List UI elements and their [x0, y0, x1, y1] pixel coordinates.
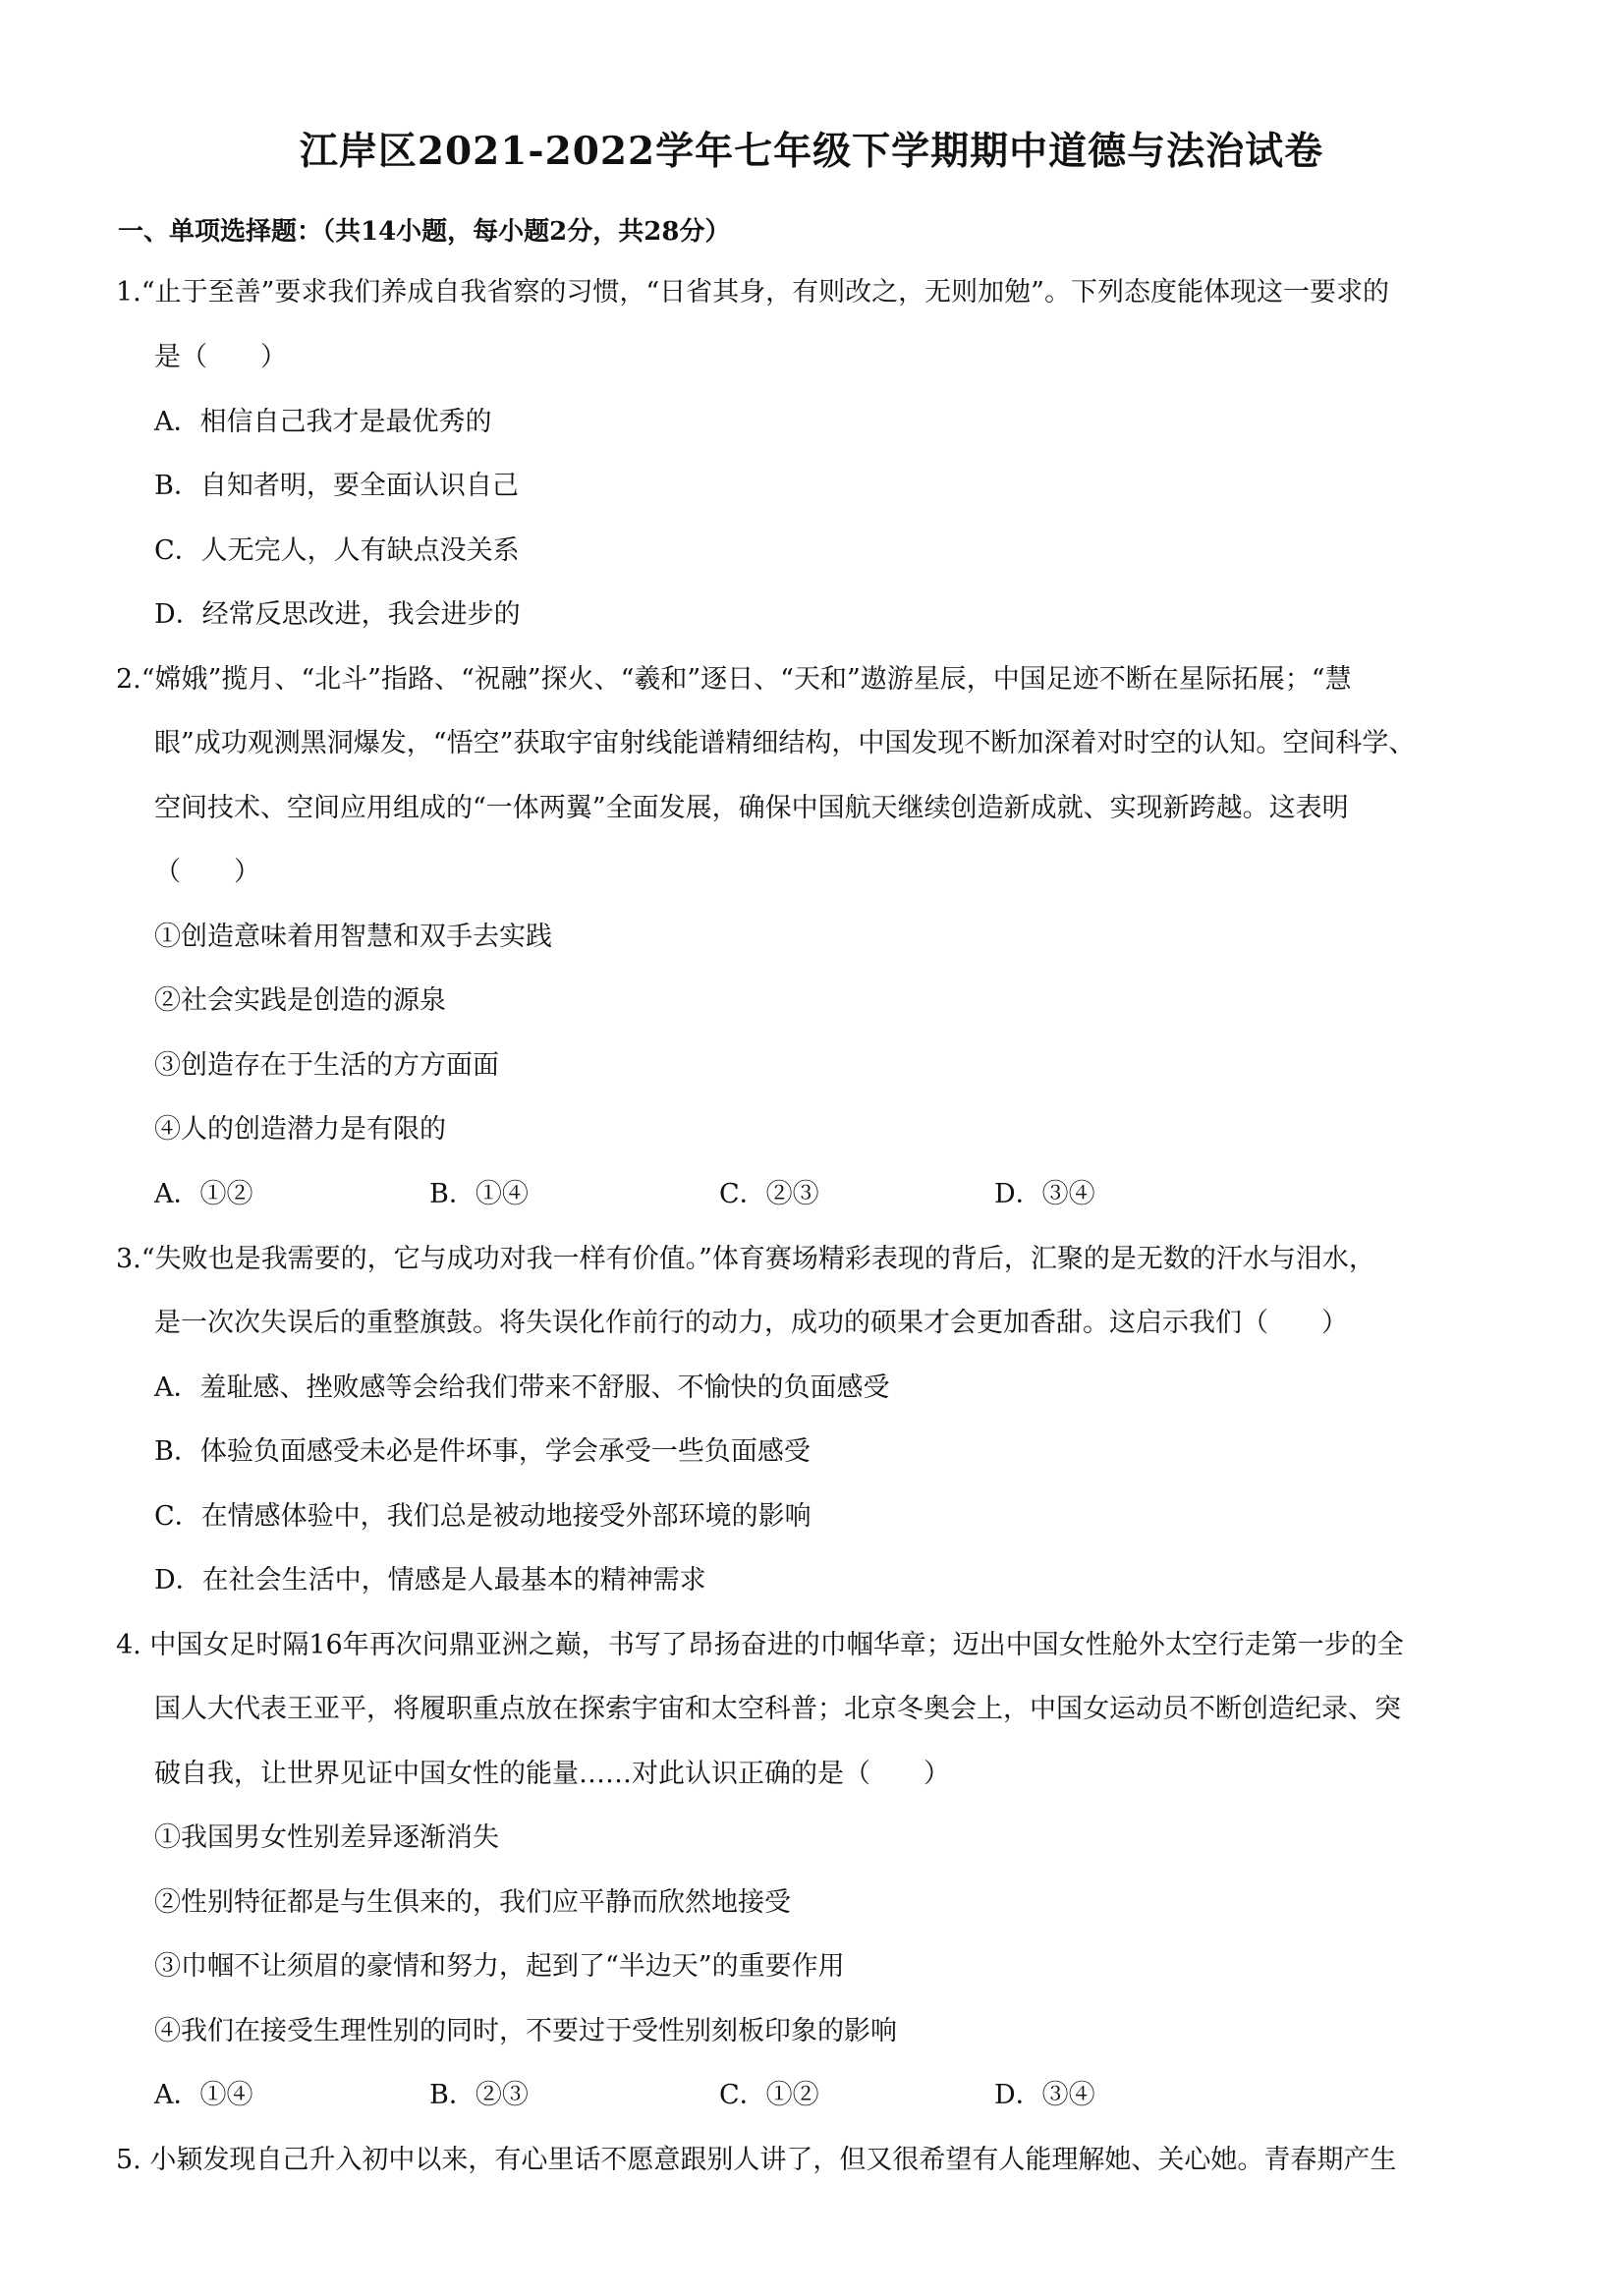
question-5-text: 5. 小颖发现自己升入初中以来，有心里话不愿意跟别人讲了，但又很希望有人能理解她、关心她。青春期产生 — [116, 2145, 1397, 2175]
question-3-text: 是一次次失误后的重整旗鼓。将失误化作前行的动力，成功的硕果才会更加香甜。这启示我们（ ） — [154, 1308, 1348, 1338]
question-2-text: （ ） — [154, 857, 260, 887]
question-1-option-b: B．自知者明，要全面认识自己 — [154, 471, 519, 501]
question-4-statement-4: ④我们在接受生理性别的同时，不要过于受性别刻板印象的影响 — [154, 2016, 897, 2046]
question-4-statement-2: ②性别特征都是与生俱来的，我们应平静而欣然地接受 — [154, 1887, 791, 1918]
question-4-text: 破自我，让世界见证中国女性的能量……对此认识正确的是（ ） — [154, 1759, 950, 1789]
question-1-text: 是（ ） — [154, 342, 287, 372]
question-3-option-a: A．羞耻感、挫败感等会给我们带来不舒服、不愉快的负面感受 — [154, 1372, 890, 1403]
question-2-option-a: A．①② — [154, 1179, 253, 1209]
question-2-statement-2: ②社会实践是创造的源泉 — [154, 985, 446, 1016]
question-1-option-c: C．人无完人，人有缺点没关系 — [154, 535, 520, 566]
question-2-option-b: B．①④ — [429, 1179, 529, 1209]
question-4-text: 4. 中国女足时隔16年再次问鼎亚洲之巅，书写了昂扬奋进的巾帼华章；迈出中国女性舱外太空行走第一步的全 — [116, 1630, 1404, 1660]
question-1-option-a: A．相信自己我才是最优秀的 — [154, 407, 492, 437]
question-3-text: 3.“失败也是我需要的，它与成功对我一样有价值。”体育赛场精彩表现的背后，汇聚的是无数的汗水与泪水， — [116, 1244, 1375, 1274]
section-heading: 一、单项选择题：（共14小题，每小题2分，共28分） — [118, 217, 731, 247]
question-2-text: 空间技术、空间应用组成的“一体两翼”全面发展，确保中国航天继续创造新成就、实现新跨越。这表明 — [154, 793, 1349, 823]
exam-title: 江岸区2021-2022学年七年级下学期期中道德与法治试卷 — [299, 129, 1324, 174]
question-4-option-b: B．②③ — [429, 2080, 529, 2110]
question-4-option-d: D．③④ — [994, 2080, 1095, 2110]
question-4-option-a: A．①④ — [154, 2080, 253, 2110]
question-4-option-c: C．①② — [719, 2080, 819, 2110]
question-3-option-d: D．在社会生活中，情感是人最基本的精神需求 — [154, 1565, 706, 1596]
question-1-option-d: D．经常反思改进，我会进步的 — [154, 599, 521, 630]
question-2-text: 眼”成功观测黑洞爆发，“悟空”获取宇宙射线能谱精细结构，中国发现不断加深着对时空的认知。空间科学、 — [154, 728, 1416, 758]
question-2-option-c: C．②③ — [719, 1179, 819, 1209]
question-2-statement-1: ①创造意味着用智慧和双手去实践 — [154, 922, 552, 952]
question-3-option-c: C．在情感体验中，我们总是被动地接受外部环境的影响 — [154, 1501, 812, 1532]
question-2-statement-3: ③创造存在于生活的方方面面 — [154, 1050, 499, 1081]
question-4-text: 国人大代表王亚平，将履职重点放在探索宇宙和太空科普；北京冬奥会上，中国女运动员不断创造纪录、突 — [154, 1694, 1401, 1724]
question-2-text: 2.“嫦娥”揽月、“北斗”指路、“祝融”探火、“羲和”逐日、“天和”遨游星辰，中国足迹不断在星际拓展；“慧 — [116, 664, 1352, 695]
question-4-statement-3: ③巾帼不让须眉的豪情和努力，起到了“半边天”的重要作用 — [154, 1951, 845, 1982]
question-3-option-b: B．体验负面感受未必是件坏事，学会承受一些负面感受 — [154, 1436, 811, 1467]
question-1-text: 1.“止于至善”要求我们养成自我省察的习惯，“日省其身，有则改之，无则加勉”。下列态度能体现这一要求的 — [116, 277, 1389, 308]
question-4-statement-1: ①我国男女性别差异逐渐消失 — [154, 1822, 499, 1853]
question-2-statement-4: ④人的创造潜力是有限的 — [154, 1114, 446, 1145]
question-2-option-d: D．③④ — [994, 1179, 1095, 1209]
